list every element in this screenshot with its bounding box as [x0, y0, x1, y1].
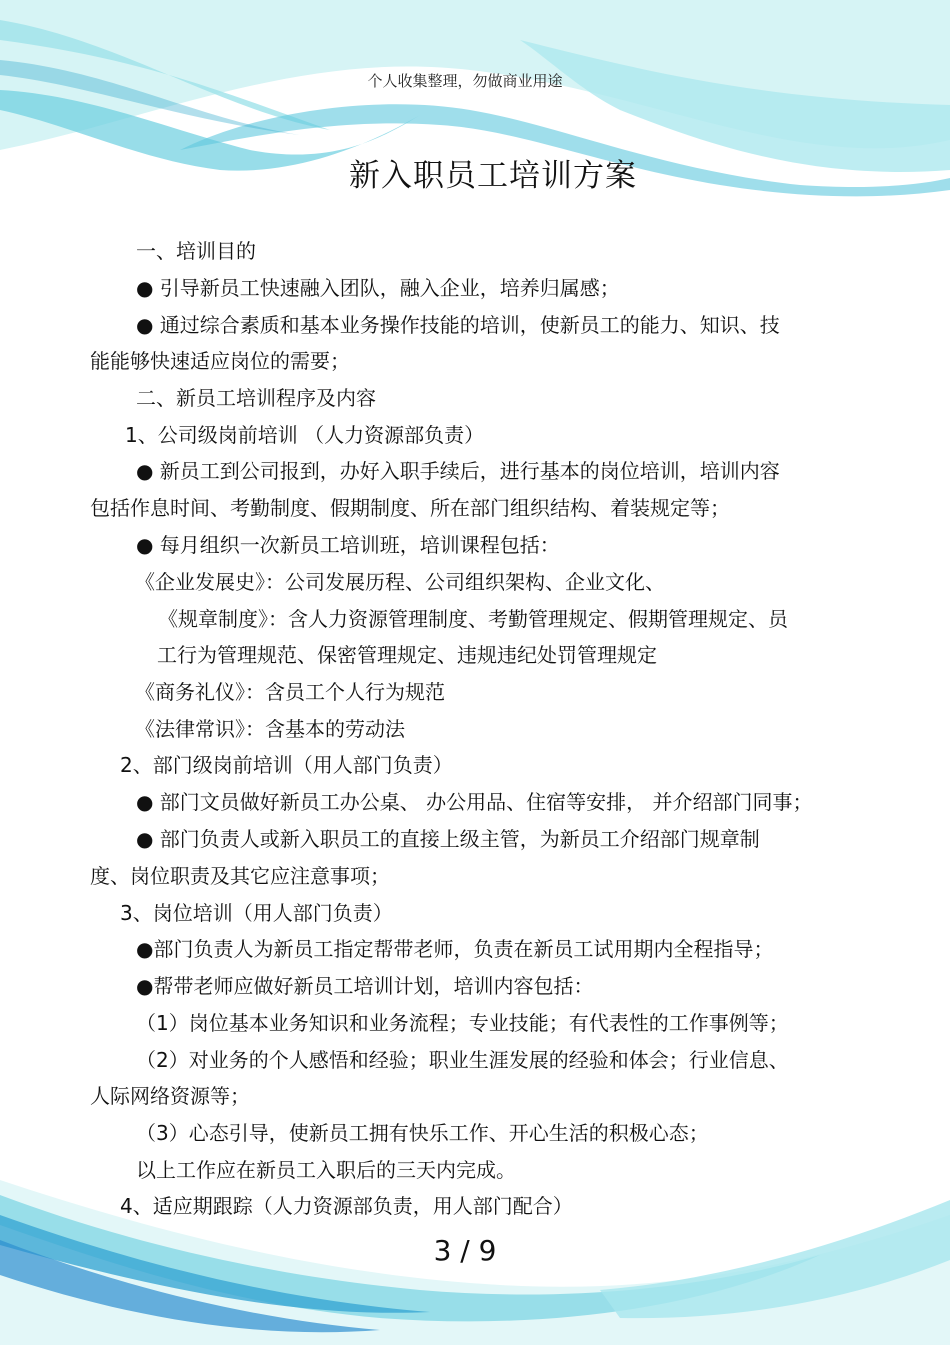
- bullet-item: ● 部门文员做好新员工办公桌、 办公用品、住宿等安排， 并介绍部门同事；: [136, 790, 813, 814]
- bullet-item: ● 引导新员工快速融入团队，融入企业，培养归属感；: [136, 276, 620, 300]
- subsection-heading: 4、适应期跟踪（人力资源部负责，用人部门配合）: [120, 1194, 573, 1218]
- course-item: 《规章制度》：含人力资源管理制度、考勤管理规定、假期管理规定、员: [158, 607, 788, 631]
- course-item: 《企业发展史》：公司发展历程、公司组织架构、企业文化、: [135, 570, 665, 594]
- course-item-continuation: 工行为管理规范、保密管理规定、违规违纪处罚管理规定: [157, 643, 657, 667]
- subsection-heading: 3、岗位培训（用人部门负责）: [120, 901, 393, 925]
- bullet-item: ● 通过综合素质和基本业务操作技能的培训，使新员工的能力、知识、技: [136, 313, 780, 337]
- numbered-item: （2）对业务的个人感悟和经验；职业生涯发展的经验和体会；行业信息、: [136, 1048, 789, 1072]
- page-number: 3 / 9: [433, 1234, 497, 1267]
- bullet-item: ● 每月组织一次新员工培训班，培训课程包括：: [136, 533, 560, 557]
- paragraph-line: 人际网络资源等；: [90, 1084, 250, 1108]
- paragraph-line: 能能够快速适应岗位的需要；: [90, 349, 350, 373]
- subsection-heading: 2、部门级岗前培训（用人部门负责）: [120, 753, 453, 777]
- subsection-heading: 1、公司级岗前培训 （人力资源部负责）: [125, 423, 485, 447]
- bullet-item: ● 部门负责人或新入职员工的直接上级主管，为新员工介绍部门规章制: [136, 827, 760, 851]
- bullet-item: ● 新员工到公司报到，办好入职手续后，进行基本的岗位培训，培训内容: [136, 459, 780, 483]
- section-heading: 一、培训目的: [136, 239, 256, 263]
- course-item: 《商务礼仪》：含员工个人行为规范: [135, 680, 445, 704]
- header-watermark: 个人收集整理，勿做商业用途: [367, 72, 563, 90]
- numbered-item: （1）岗位基本业务知识和业务流程；专业技能；有代表性的工作事例等；: [136, 1011, 789, 1035]
- numbered-item: （3）心态引导，使新员工拥有快乐工作、开心生活的积极心态；: [136, 1121, 709, 1145]
- paragraph-line: 以上工作应在新员工入职后的三天内完成。: [136, 1158, 516, 1182]
- bullet-item: ●帮带老师应做好新员工培训计划，培训内容包括：: [136, 974, 594, 998]
- bullet-item: ●部门负责人为新员工指定帮带老师，负责在新员工试用期内全程指导；: [136, 937, 774, 961]
- paragraph-line: 度、岗位职责及其它应注意事项；: [90, 864, 390, 888]
- course-item: 《法律常识》：含基本的劳动法: [135, 717, 405, 741]
- section-heading: 二、新员工培训程序及内容: [136, 386, 376, 410]
- paragraph-line: 包括作息时间、考勤制度、假期制度、所在部门组织结构、着装规定等；: [90, 496, 730, 520]
- page-title: 新入职员工培训方案: [349, 158, 637, 194]
